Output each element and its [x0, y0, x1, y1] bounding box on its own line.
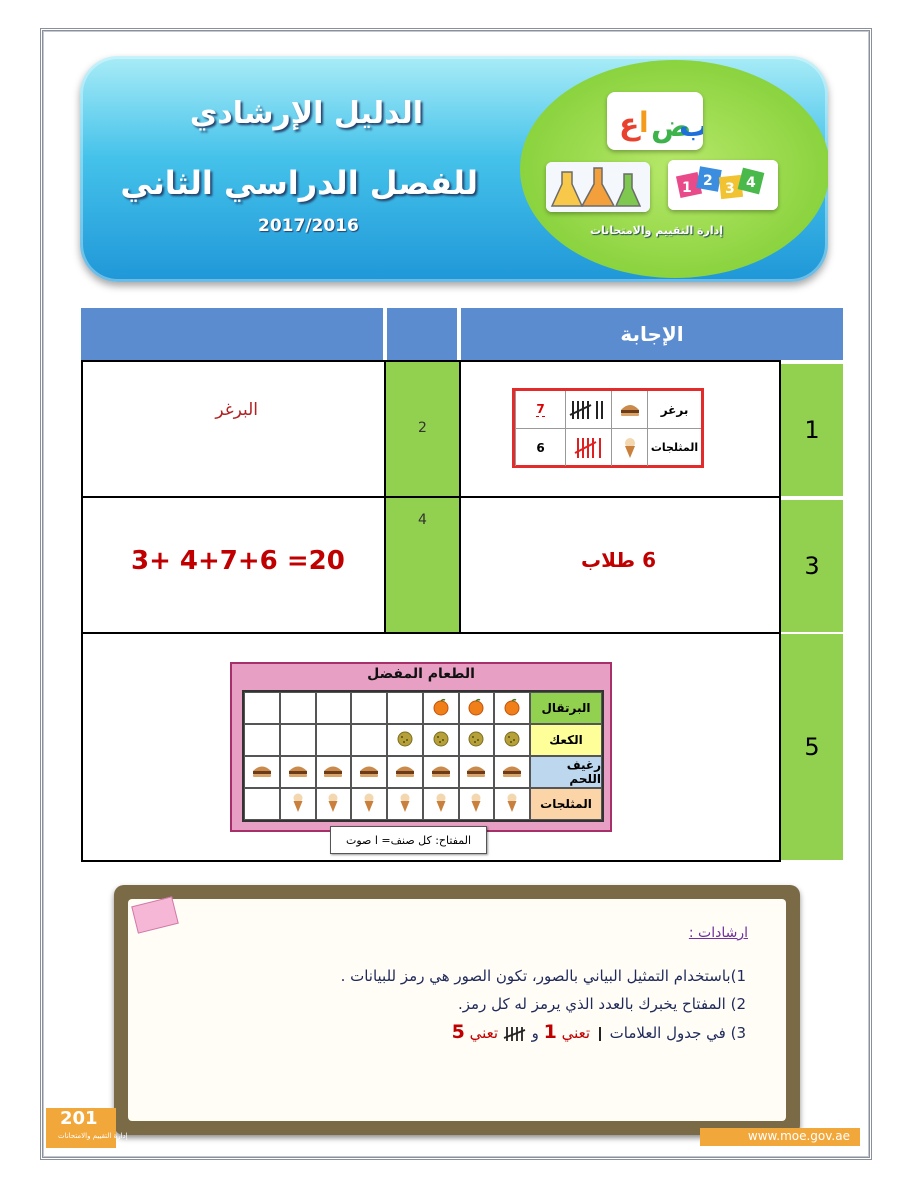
icecream-icon — [362, 793, 376, 816]
single-tally-icon — [599, 1027, 601, 1041]
picture-graph-cell — [351, 756, 387, 788]
picture-graph-cell — [280, 724, 316, 756]
burger-icon — [288, 764, 308, 781]
picture-graph-cell — [459, 724, 495, 756]
picture-graph-cell — [280, 788, 316, 820]
picture-graph-label: الكعك — [530, 724, 602, 756]
numbers-cubes-image — [668, 160, 778, 210]
tally-table — [512, 388, 704, 468]
cookie-icon — [467, 730, 485, 751]
row1-left-cell — [81, 360, 386, 498]
picture-graph-cell — [351, 724, 387, 756]
picture-graph-cell — [351, 692, 387, 724]
tally-marks-burger — [565, 391, 611, 428]
icecream-icon — [434, 793, 448, 816]
instruction-line-3: 3) في جدول العلامات تعني 1 و تعني 5 — [451, 1021, 746, 1043]
row1-left-answer: البرغر — [215, 400, 258, 420]
header-banner — [80, 56, 828, 282]
picture-graph-label: رغيف اللحم — [530, 756, 602, 788]
picture-graph-cell — [316, 724, 352, 756]
row2-answer-cell — [459, 496, 781, 634]
svg-text:4: 4 — [746, 175, 756, 191]
picture-graph-cell — [494, 692, 530, 724]
picture-graph-cell — [387, 692, 423, 724]
cookie-icon — [503, 730, 521, 751]
picture-graph-cell — [459, 788, 495, 820]
picture-graph-cell — [494, 788, 530, 820]
row2-middle-cell — [384, 496, 461, 634]
row2-answer: 6 طلاب — [581, 548, 657, 572]
picture-graph-cell — [244, 692, 280, 724]
banner-title-line1: الدليل الإرشادي — [189, 96, 423, 131]
banner-year: 2017/2016 — [258, 216, 359, 236]
chemistry-flasks-image — [546, 162, 650, 212]
icecream-icon — [505, 793, 519, 816]
svg-text:1: 1 — [682, 180, 692, 196]
svg-text:ب: ب — [679, 109, 703, 144]
picture-graph-cell — [459, 756, 495, 788]
picture-graph-cell — [423, 756, 459, 788]
icecream-icon — [469, 793, 483, 816]
header-answer: الإجابة — [461, 308, 843, 360]
picture-graph-cell — [280, 756, 316, 788]
svg-text:ع: ع — [619, 107, 640, 142]
picture-graph-cell — [387, 724, 423, 756]
instruction-line-1: 1)باستخدام التمثيل البياني بالصور، تكون الصور هي رمز للبيانات . — [340, 967, 746, 985]
header-cell-left — [81, 308, 383, 360]
svg-text:ا: ا — [639, 106, 649, 139]
burger-icon — [466, 764, 486, 781]
tally-marks-icecream — [565, 429, 611, 466]
svg-text:2: 2 — [703, 173, 713, 189]
picture-graph-cell — [244, 756, 280, 788]
picture-graph-cell — [316, 756, 352, 788]
five-tally-icon — [503, 1026, 527, 1042]
burger-icon — [431, 764, 451, 781]
picture-graph-cell — [423, 724, 459, 756]
tally-count-burger: 7 — [536, 402, 545, 416]
picture-graph-title: الطعام المفضل — [367, 666, 475, 682]
cookie-icon — [396, 730, 414, 751]
tally-count-icecream: 6 — [515, 429, 565, 466]
footer-website-bar — [700, 1128, 860, 1146]
row1-middle-value: 2 — [418, 420, 427, 436]
picture-graph-cell — [423, 788, 459, 820]
footer-year: 201 — [60, 1108, 98, 1129]
picture-graph-cell — [316, 692, 352, 724]
orange-icon — [432, 698, 450, 719]
picture-graph-key: المفتاح: كل صنف= ا صوت — [330, 826, 487, 854]
instruction-line-2: 2) المفتاح يخبرك بالعدد الذي يرمز له كل رمز. — [458, 995, 746, 1013]
bidaa-logo — [607, 92, 703, 150]
banner-title-line2: للفصل الدراسي الثاني — [120, 164, 478, 202]
row2-middle-value: 4 — [418, 512, 427, 528]
picture-graph-label: المثلجات — [530, 788, 602, 820]
picture-graph — [230, 662, 612, 832]
instructions-title: ارشادات : — [688, 925, 748, 941]
picture-graph-cell — [423, 692, 459, 724]
icecream-icon — [291, 793, 305, 816]
picture-graph-cell — [459, 692, 495, 724]
picture-graph-cell — [244, 724, 280, 756]
tally-row-burger — [515, 391, 701, 428]
row2-left-cell — [81, 496, 386, 634]
row1-number: 1 — [781, 364, 843, 496]
svg-text:ض: ض — [651, 109, 692, 144]
icecream-icon — [326, 793, 340, 816]
tally-label-icecream: المثلجات — [647, 429, 701, 466]
picture-graph-cell — [387, 756, 423, 788]
cookie-icon — [432, 730, 450, 751]
burger-icon — [395, 764, 415, 781]
burger-icon — [611, 391, 647, 428]
footer-department: إدارة التقييم والامتحانات — [58, 1132, 128, 1140]
picture-graph-cell — [494, 724, 530, 756]
icecream-icon — [398, 793, 412, 816]
icecream-icon — [611, 429, 647, 466]
burger-icon — [323, 764, 343, 781]
picture-graph-cell — [494, 756, 530, 788]
tally-row-icecream — [515, 428, 701, 466]
instructions-paper — [128, 899, 786, 1121]
picture-graph-label: البرتقال — [530, 692, 602, 724]
svg-text:3: 3 — [725, 181, 735, 197]
picture-graph-cell — [280, 692, 316, 724]
picture-graph-cell — [316, 788, 352, 820]
picture-graph-cell — [244, 788, 280, 820]
burger-icon — [359, 764, 379, 781]
footer-website: www.moe.gov.ae — [747, 1129, 850, 1143]
department-label: إدارة التقييم والامتحانات — [590, 224, 724, 237]
row1-middle-cell — [384, 360, 461, 498]
picture-graph-grid — [242, 690, 604, 822]
picture-graph-cell — [387, 788, 423, 820]
row2-number: 3 — [781, 500, 843, 632]
picture-graph-cell — [351, 788, 387, 820]
footer-year-block — [46, 1108, 128, 1148]
row2-equation: 3+ 4+7+6 =20 — [131, 546, 345, 576]
instructions-board — [114, 885, 800, 1135]
orange-icon — [467, 698, 485, 719]
burger-icon — [252, 764, 272, 781]
orange-icon — [503, 698, 521, 719]
pin-note-icon — [131, 896, 179, 933]
header-cell-middle — [387, 308, 457, 360]
tally-label-burger: برغر — [647, 391, 701, 428]
row3-number: 5 — [781, 634, 843, 860]
burger-icon — [502, 764, 522, 781]
